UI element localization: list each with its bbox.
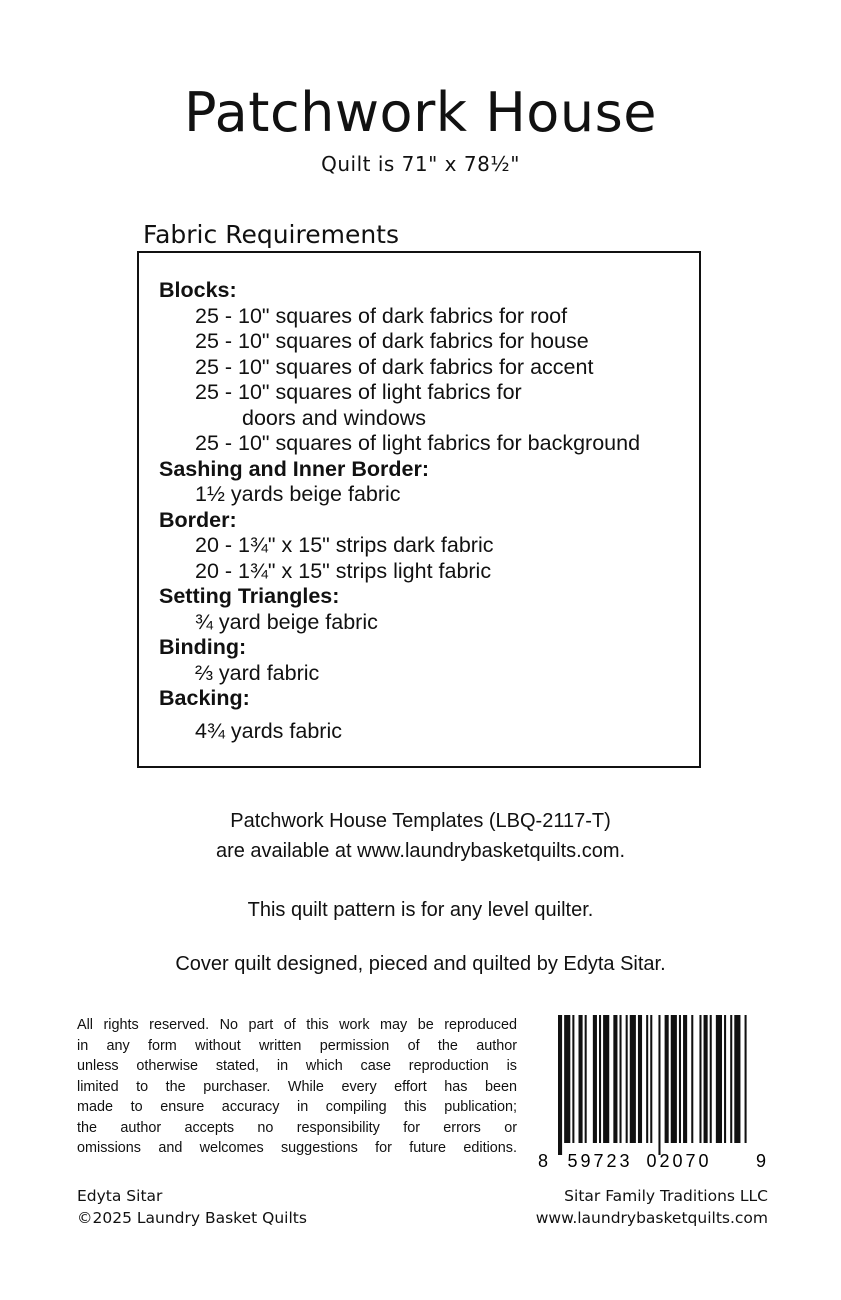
- barcode-bar: [579, 1015, 583, 1143]
- credit-line: Cover quilt designed, pieced and quilted by Edyta Sitar.: [175, 953, 666, 975]
- barcode-bar: [691, 1015, 693, 1143]
- barcode: [538, 1015, 768, 1175]
- requirement-item: 25 - 10" squares of dark fabrics for roof: [195, 303, 568, 328]
- templates-line-2: are available at www.laundrybasketquilts.com.: [215, 840, 626, 862]
- requirement-section-heading: Setting Triangles:: [159, 584, 340, 608]
- requirement-item: 25 - 10" squares of light fabrics for background: [195, 431, 641, 455]
- requirement-item: 20 - 1¾" x 15" strips dark fabric: [195, 533, 494, 557]
- barcode-bar: [710, 1015, 712, 1143]
- requirement-section-heading: Border:: [159, 507, 237, 532]
- copyright: ©2025 Laundry Basket Quilts: [77, 1209, 307, 1227]
- barcode-bar: [638, 1015, 642, 1143]
- barcode-bar: [585, 1015, 587, 1143]
- barcode-check-digit: 9: [756, 1151, 767, 1171]
- barcode-bar: [620, 1015, 622, 1143]
- footer-right: [536, 1185, 768, 1229]
- requirement-section-heading: Blocks:: [159, 278, 237, 302]
- barcode-bar: [724, 1015, 726, 1143]
- requirement-section-heading: Binding:: [159, 635, 247, 659]
- barcode-bar: [599, 1015, 601, 1143]
- barcode-bars: [558, 1015, 747, 1155]
- requirement-item: 25 - 10" squares of dark fabrics for accent: [195, 354, 594, 379]
- footer-left: [77, 1185, 307, 1229]
- company-name: Sitar Family Traditions LLC: [564, 1187, 768, 1205]
- barcode-bar: [679, 1015, 681, 1143]
- barcode-bar: [665, 1015, 669, 1143]
- rights-notice: [77, 1015, 517, 1159]
- barcode-bar: [650, 1015, 652, 1143]
- website-link[interactable]: www.laundrybasketquilts.com: [535, 1209, 768, 1227]
- rights-line: unless otherwise stated, in which case reproduction is: [77, 1058, 517, 1074]
- requirement-item: ⅔ yard fabric: [195, 660, 320, 685]
- barcode-bar: [564, 1015, 570, 1143]
- barcode-bar: [626, 1015, 628, 1143]
- barcode-bar: [730, 1015, 732, 1143]
- barcode-bar: [699, 1015, 701, 1143]
- barcode-bar: [630, 1015, 636, 1143]
- barcode-bar: [613, 1015, 617, 1143]
- requirement-item: doors and windows: [242, 405, 427, 430]
- level-line: This quilt pattern is for any level quilter.: [247, 899, 594, 921]
- requirement-section-heading: Backing:: [159, 686, 250, 710]
- barcode-bar: [658, 1015, 660, 1155]
- rights-line: All rights reserved. No part of this work may be reproduced: [77, 1017, 517, 1033]
- requirement-item: 1½ yards beige fabric: [195, 482, 401, 506]
- page-title: Patchwork House: [184, 81, 657, 144]
- quilt-size: Quilt is 71" x 78½": [321, 152, 520, 176]
- barcode-bar: [745, 1015, 747, 1143]
- barcode-bar: [704, 1015, 708, 1143]
- requirement-item: ¾ yard beige fabric: [195, 609, 378, 634]
- barcode-right-digits: 02070: [646, 1151, 712, 1171]
- barcode-bar: [671, 1015, 677, 1143]
- rights-line: omissions and welcomes suggestions for future editions.: [77, 1140, 517, 1156]
- requirement-item: 4¾ yards fabric: [195, 718, 342, 743]
- fabric-requirements-heading: Fabric Requirements: [143, 220, 399, 249]
- barcode-bar: [716, 1015, 722, 1143]
- barcode-left-digits: 59723: [567, 1151, 633, 1171]
- rights-line: limited to the purchaser. While every effort has been: [77, 1078, 517, 1095]
- requirement-section-heading: Sashing and Inner Border:: [159, 456, 429, 481]
- requirement-item: 20 - 1¾" x 15" strips light fabric: [195, 558, 492, 583]
- rights-line: the author accepts no responsibility for errors or: [77, 1119, 517, 1136]
- barcode-bar: [683, 1015, 687, 1143]
- barcode-lead-digit: 8: [538, 1151, 549, 1171]
- rights-line: in any form without written permission of the author: [77, 1037, 517, 1054]
- author-name: Edyta Sitar: [77, 1187, 163, 1205]
- fabric-requirements-box: [137, 251, 701, 768]
- requirement-item: 25 - 10" squares of dark fabrics for house: [195, 329, 589, 353]
- requirement-item: 25 - 10" squares of light fabrics for: [195, 380, 522, 404]
- barcode-bar: [593, 1015, 597, 1143]
- templates-line-1: Patchwork House Templates (LBQ-2117-T): [230, 810, 611, 832]
- barcode-bar: [572, 1015, 574, 1143]
- barcode-bar: [558, 1015, 562, 1155]
- barcode-bar: [646, 1015, 648, 1143]
- barcode-bar: [734, 1015, 740, 1143]
- rights-line: made to ensure accuracy in compiling this publication;: [77, 1099, 517, 1115]
- barcode-bar: [603, 1015, 609, 1143]
